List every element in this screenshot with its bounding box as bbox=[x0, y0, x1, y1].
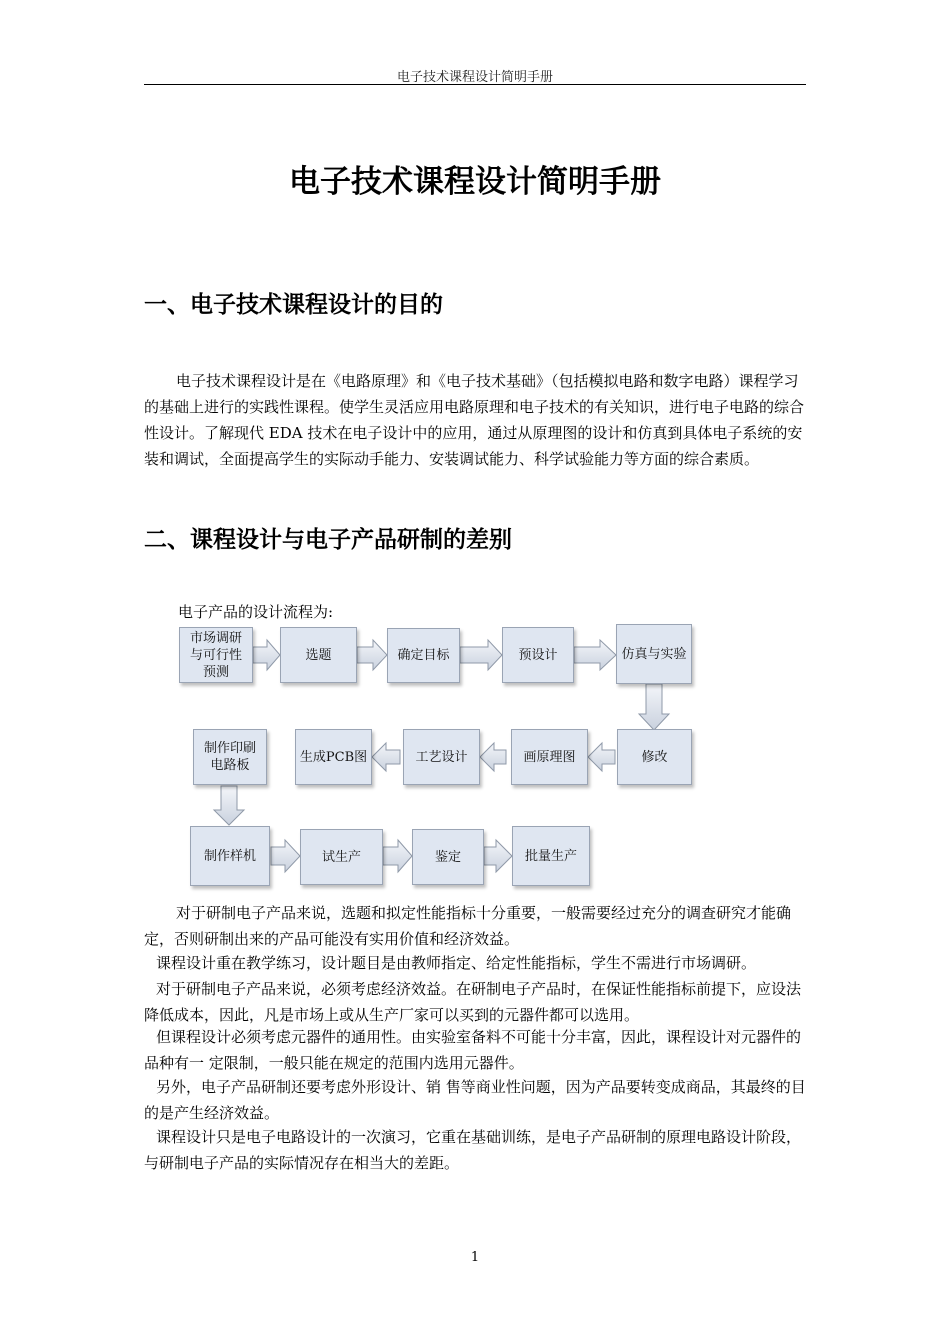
section2-heading: 二、课程设计与电子产品研制的差别 bbox=[144, 527, 512, 553]
step-simulation-experiment: 仿真与实验 bbox=[616, 624, 692, 684]
section2-paragraph-1: 对于研制电子产品来说，选题和拟定性能指标十分重要，一般需要经过充分的调查研究才能确定，否则研制出来的产品可能没有实用价值和经济效益。 bbox=[144, 904, 792, 948]
arrow-down-2 bbox=[214, 786, 244, 825]
arrow-right-1 bbox=[253, 640, 280, 670]
design-flowchart bbox=[170, 620, 710, 890]
step-mass-production: 批量生产 bbox=[512, 826, 590, 886]
section1-paragraph: 电子技术课程设计是在《电路原理》和《电子技术基础》（包括模拟电路和数字电路）课程学习的基础上进行的实践性课程。使学生灵活应用电路原理和电子技术的有关知识，进行电子电路的综合性设计。了解现代 EDA 技术在电子设计中的应用，通过从原理图的设计和仿真到具体电子系统的安装和调试，全面提高学生的实际动手能力、安装调试能力、科学试验能力等方面的综合素质。 bbox=[144, 372, 805, 468]
arrow-right-7 bbox=[484, 840, 512, 872]
step-make-prototype: 制作样机 bbox=[190, 826, 270, 886]
arrow-right-5 bbox=[271, 840, 300, 872]
running-header: 电子技术课程设计简明手册 bbox=[396, 70, 553, 85]
step-trial-production: 试生产 bbox=[300, 829, 383, 885]
document-title: 电子技术课程设计简明手册 bbox=[289, 164, 661, 200]
section1-heading: 一、电子技术课程设计的目的 bbox=[144, 292, 443, 318]
flow-caption: 电子产品的设计流程为: bbox=[178, 603, 334, 621]
arrow-right-3 bbox=[460, 640, 502, 670]
header-rule bbox=[144, 84, 806, 85]
step-market-research: 市场调研 与可行性 预测 bbox=[179, 627, 253, 683]
step-draw-schematic: 画原理图 bbox=[511, 729, 588, 785]
step-pre-design: 预设计 bbox=[502, 627, 574, 683]
page-number: 1 bbox=[470, 1250, 480, 1265]
arrow-right-2 bbox=[357, 640, 387, 670]
step-topic-selection: 选题 bbox=[280, 627, 357, 683]
section2-paragraph-6: 课程设计只是电子电路设计的一次演习，它重在基础训练，是电子产品研制的原理电路设计阶段，与研制电子产品的实际情况存在相当大的差距。 bbox=[144, 1128, 802, 1172]
step-generate-pcb: 生成PCB图 bbox=[295, 729, 372, 785]
section2-paragraph-5: 另外，电子产品研制还要考虑外形设计、销 售等商业性问题，因为产品要转变成商品，其最终的目的是产生经济效益。 bbox=[144, 1078, 806, 1122]
arrow-right-6 bbox=[383, 840, 412, 872]
arrow-left-1 bbox=[588, 743, 615, 771]
arrow-left-2 bbox=[480, 743, 506, 771]
step-appraisal: 鉴定 bbox=[412, 829, 484, 885]
section2-paragraph-4: 但课程设计必须考虑元器件的通用性。由实验室备料不可能十分丰富，因此，课程设计对元器件的品种有一 定限制，一般只能在规定的范围内选用元器件。 bbox=[144, 1028, 802, 1072]
arrow-down-1 bbox=[639, 684, 669, 730]
arrow-left-3 bbox=[372, 743, 400, 771]
step-set-goals: 确定目标 bbox=[387, 628, 460, 683]
arrow-right-4 bbox=[574, 640, 616, 670]
step-make-pcb: 制作印刷 电路板 bbox=[193, 729, 267, 785]
step-modify: 修改 bbox=[617, 729, 692, 785]
section2-paragraph-2: 课程设计重在教学练习，设计题目是由教师指定、给定性能指标，学生不需进行市场调研。 bbox=[156, 954, 757, 972]
step-process-design: 工艺设计 bbox=[403, 729, 480, 785]
section2-paragraph-3: 对于研制电子产品来说，必须考虑经济效益。在研制电子产品时，在保证性能指标前提下，应设法降低成本，因此，凡是市场上或从生产厂家可以买到的元器件都可以选用。 bbox=[144, 980, 802, 1024]
